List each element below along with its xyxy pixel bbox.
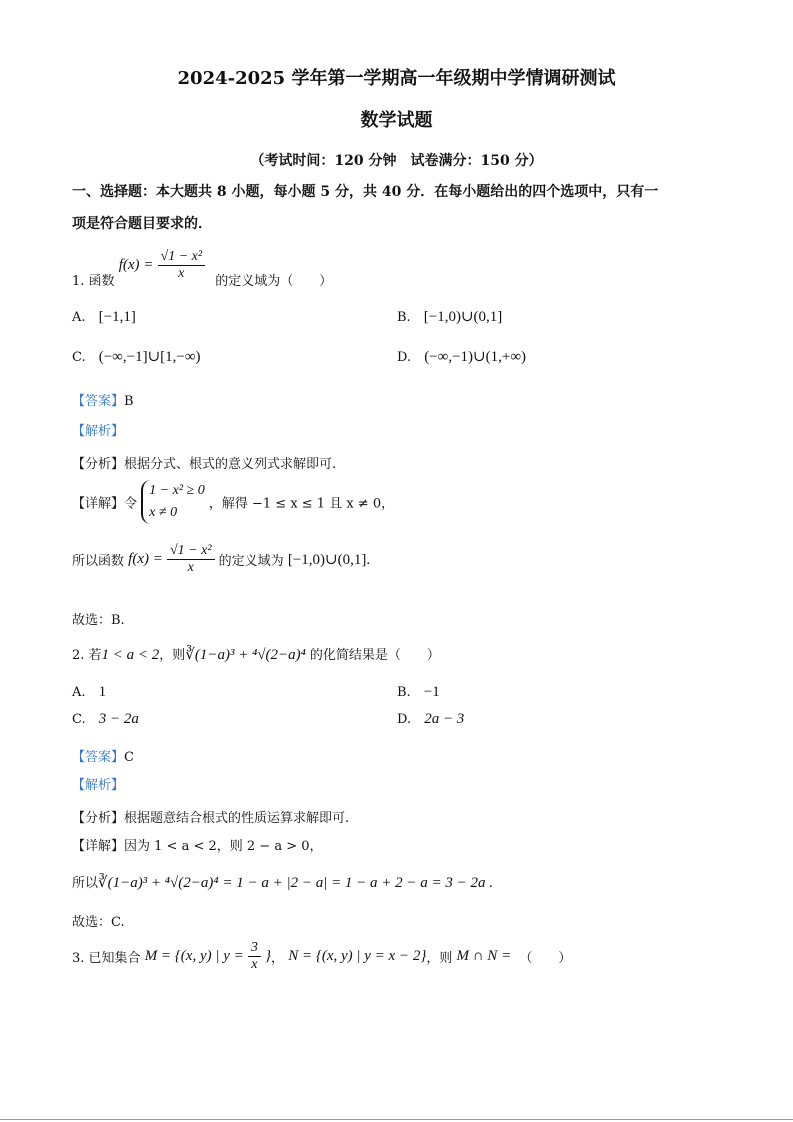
- q2-answer: [72, 746, 134, 765]
- q1-fenxi: [72, 453, 336, 472]
- q3-setm-den: x: [251, 957, 258, 972]
- q2-option-d-label: D.: [397, 712, 412, 727]
- q1-option-b-value: [−1,0)∪(0,1]: [423, 309, 503, 325]
- q2-detail: [72, 835, 323, 854]
- q2-cond: 1 < a < 2: [101, 647, 160, 663]
- q1-choose: 故选：B.: [72, 613, 125, 628]
- q2-fenxi-tag: 【分析】: [72, 811, 125, 826]
- q1-system-line2: x ≠ 0: [149, 505, 178, 520]
- q2-fenxi: [72, 807, 349, 826]
- q3-suffix: （ ）: [519, 951, 572, 966]
- q1-fraction-den: x: [178, 266, 185, 281]
- q2-option-d-value: 2a − 3: [424, 711, 465, 727]
- q2-stem: [72, 644, 440, 664]
- q1-prefix: 1. 函数: [72, 274, 115, 289]
- q1-fenxi-tag: 【分析】: [72, 457, 125, 472]
- q2-detail-tag: 【详解】: [72, 839, 125, 854]
- q1-answer-tag: 【答案】: [72, 394, 125, 409]
- q1-option-c-value: (−∞,−1]∪[1,−∞): [98, 349, 201, 365]
- q2-option-a-value: 1: [98, 684, 107, 700]
- q2-detail-text: 因为 1 < a < 2，则 2 − a > 0，: [124, 839, 323, 854]
- q1-detail: [72, 480, 394, 524]
- q2-option-c: [72, 708, 139, 728]
- q1-conclusion: [72, 543, 370, 576]
- q2-option-b: [397, 681, 440, 701]
- q3-expr: M ∩ N =: [456, 948, 512, 964]
- q2-analysis-tag: 【解析】: [72, 778, 125, 793]
- q2-option-a-label: A.: [72, 685, 86, 700]
- q3-setm-pre: M = {(x, y) | y =: [144, 948, 244, 964]
- q2-expr: ∛(1−a)³ + ⁴√(2−a)⁴: [185, 647, 306, 663]
- q2-answer-tag: 【答案】: [72, 750, 125, 765]
- q3-setm-fraction: [248, 940, 261, 973]
- q2-option-d: [397, 708, 464, 728]
- q1-concl-pre: 所以函数: [72, 554, 125, 569]
- q1-detail-tag: 【详解】: [72, 496, 125, 512]
- q3-prefix: 3. 已知集合: [72, 951, 141, 966]
- q3-stem: [72, 940, 571, 973]
- q1-option-a-label: A.: [72, 310, 86, 325]
- q1-option-a-value: [−1,1]: [98, 309, 136, 325]
- q1-option-c-label: C.: [72, 350, 86, 365]
- q3-sep: ，: [271, 951, 285, 966]
- q2-concl-expr: ∛(1−a)³ + ⁴√(2−a)⁴ = 1 − a + |2 − a| = 1 − a + 2 − a = 3 − 2a .: [98, 875, 494, 891]
- q1-option-b: [397, 306, 502, 326]
- q3-mid: ，则: [426, 951, 453, 966]
- exam-info: （考试时间：120 分钟 试卷满分：150 分）: [250, 153, 543, 169]
- q1-system: [141, 480, 205, 524]
- q2-option-c-value: 3 − 2a: [98, 711, 139, 727]
- q1-analysis-tag: 【解析】: [72, 424, 125, 439]
- q2-concl-pre: 所以: [72, 876, 99, 891]
- q2-suffix: 的化简结果是（ ）: [309, 648, 440, 663]
- q3-setn: N = {(x, y) | y = x − 2}: [288, 948, 427, 964]
- subject-title: 数学试题: [360, 110, 433, 131]
- q1-option-d-value: (−∞,−1)∪(1,+∞): [424, 349, 527, 365]
- q3-setm-post: }: [265, 948, 272, 964]
- section-heading-line1: 一、选择题：本大题共 8 小题，每小题 5 分，共 40 分．在每小题给出的四个选项中，只有一: [72, 184, 659, 200]
- document-title: 2024-2025 学年第一学期高一年级期中学情调研测试: [177, 68, 616, 89]
- q2-answer-value: C: [124, 750, 134, 765]
- q1-option-b-label: B.: [397, 310, 411, 325]
- q1-func: f(x) =: [118, 257, 154, 273]
- q1-option-d-label: D.: [397, 350, 412, 365]
- q2-conclusion: [72, 872, 493, 892]
- q1-concl-func: f(x) =: [128, 551, 163, 567]
- q1-answer-value: B: [124, 394, 134, 409]
- q2-option-b-value: −1: [423, 684, 440, 700]
- q1-concl-den: x: [187, 560, 194, 575]
- page-bottom-rule: [0, 1119, 793, 1120]
- q1-stem: [72, 242, 332, 289]
- q1-answer: [72, 390, 134, 409]
- q2-choose: 故选：C.: [72, 915, 125, 930]
- q1-detail-pre: 令: [124, 496, 138, 512]
- q1-concl-fraction: [167, 543, 215, 576]
- q1-detail-post: ，解得 −1 ≤ x ≤ 1 且 x ≠ 0，: [208, 496, 395, 512]
- q1-fraction-num: √1 − x²: [158, 249, 206, 266]
- q1-concl-mid: 的定义域为: [218, 554, 284, 569]
- q3-setm-num: 3: [248, 940, 261, 957]
- q2-option-a: [72, 681, 106, 701]
- q1-concl-set: [−1,0)∪(0,1].: [287, 552, 371, 568]
- q1-fenxi-text: 根据分式、根式的意义列式求解即可.: [124, 457, 337, 472]
- q1-concl-num: √1 − x²: [167, 543, 215, 560]
- q1-system-line1: 1 − x² ≥ 0: [149, 483, 205, 498]
- q1-option-c: [72, 346, 201, 366]
- q1-option-d: [397, 346, 526, 366]
- q2-mid: ，则: [159, 648, 186, 663]
- q2-option-b-label: B.: [397, 685, 411, 700]
- q2-prefix: 2. 若: [72, 648, 102, 663]
- q1-fraction: [158, 249, 206, 282]
- q1-suffix: 的定义域为（ ）: [215, 274, 333, 289]
- q2-option-c-label: C.: [72, 712, 86, 727]
- q2-fenxi-text: 根据题意结合根式的性质运算求解即可.: [124, 811, 350, 826]
- q1-option-a: [72, 306, 136, 326]
- section-heading-line2: 项是符合题目要求的．: [72, 216, 212, 232]
